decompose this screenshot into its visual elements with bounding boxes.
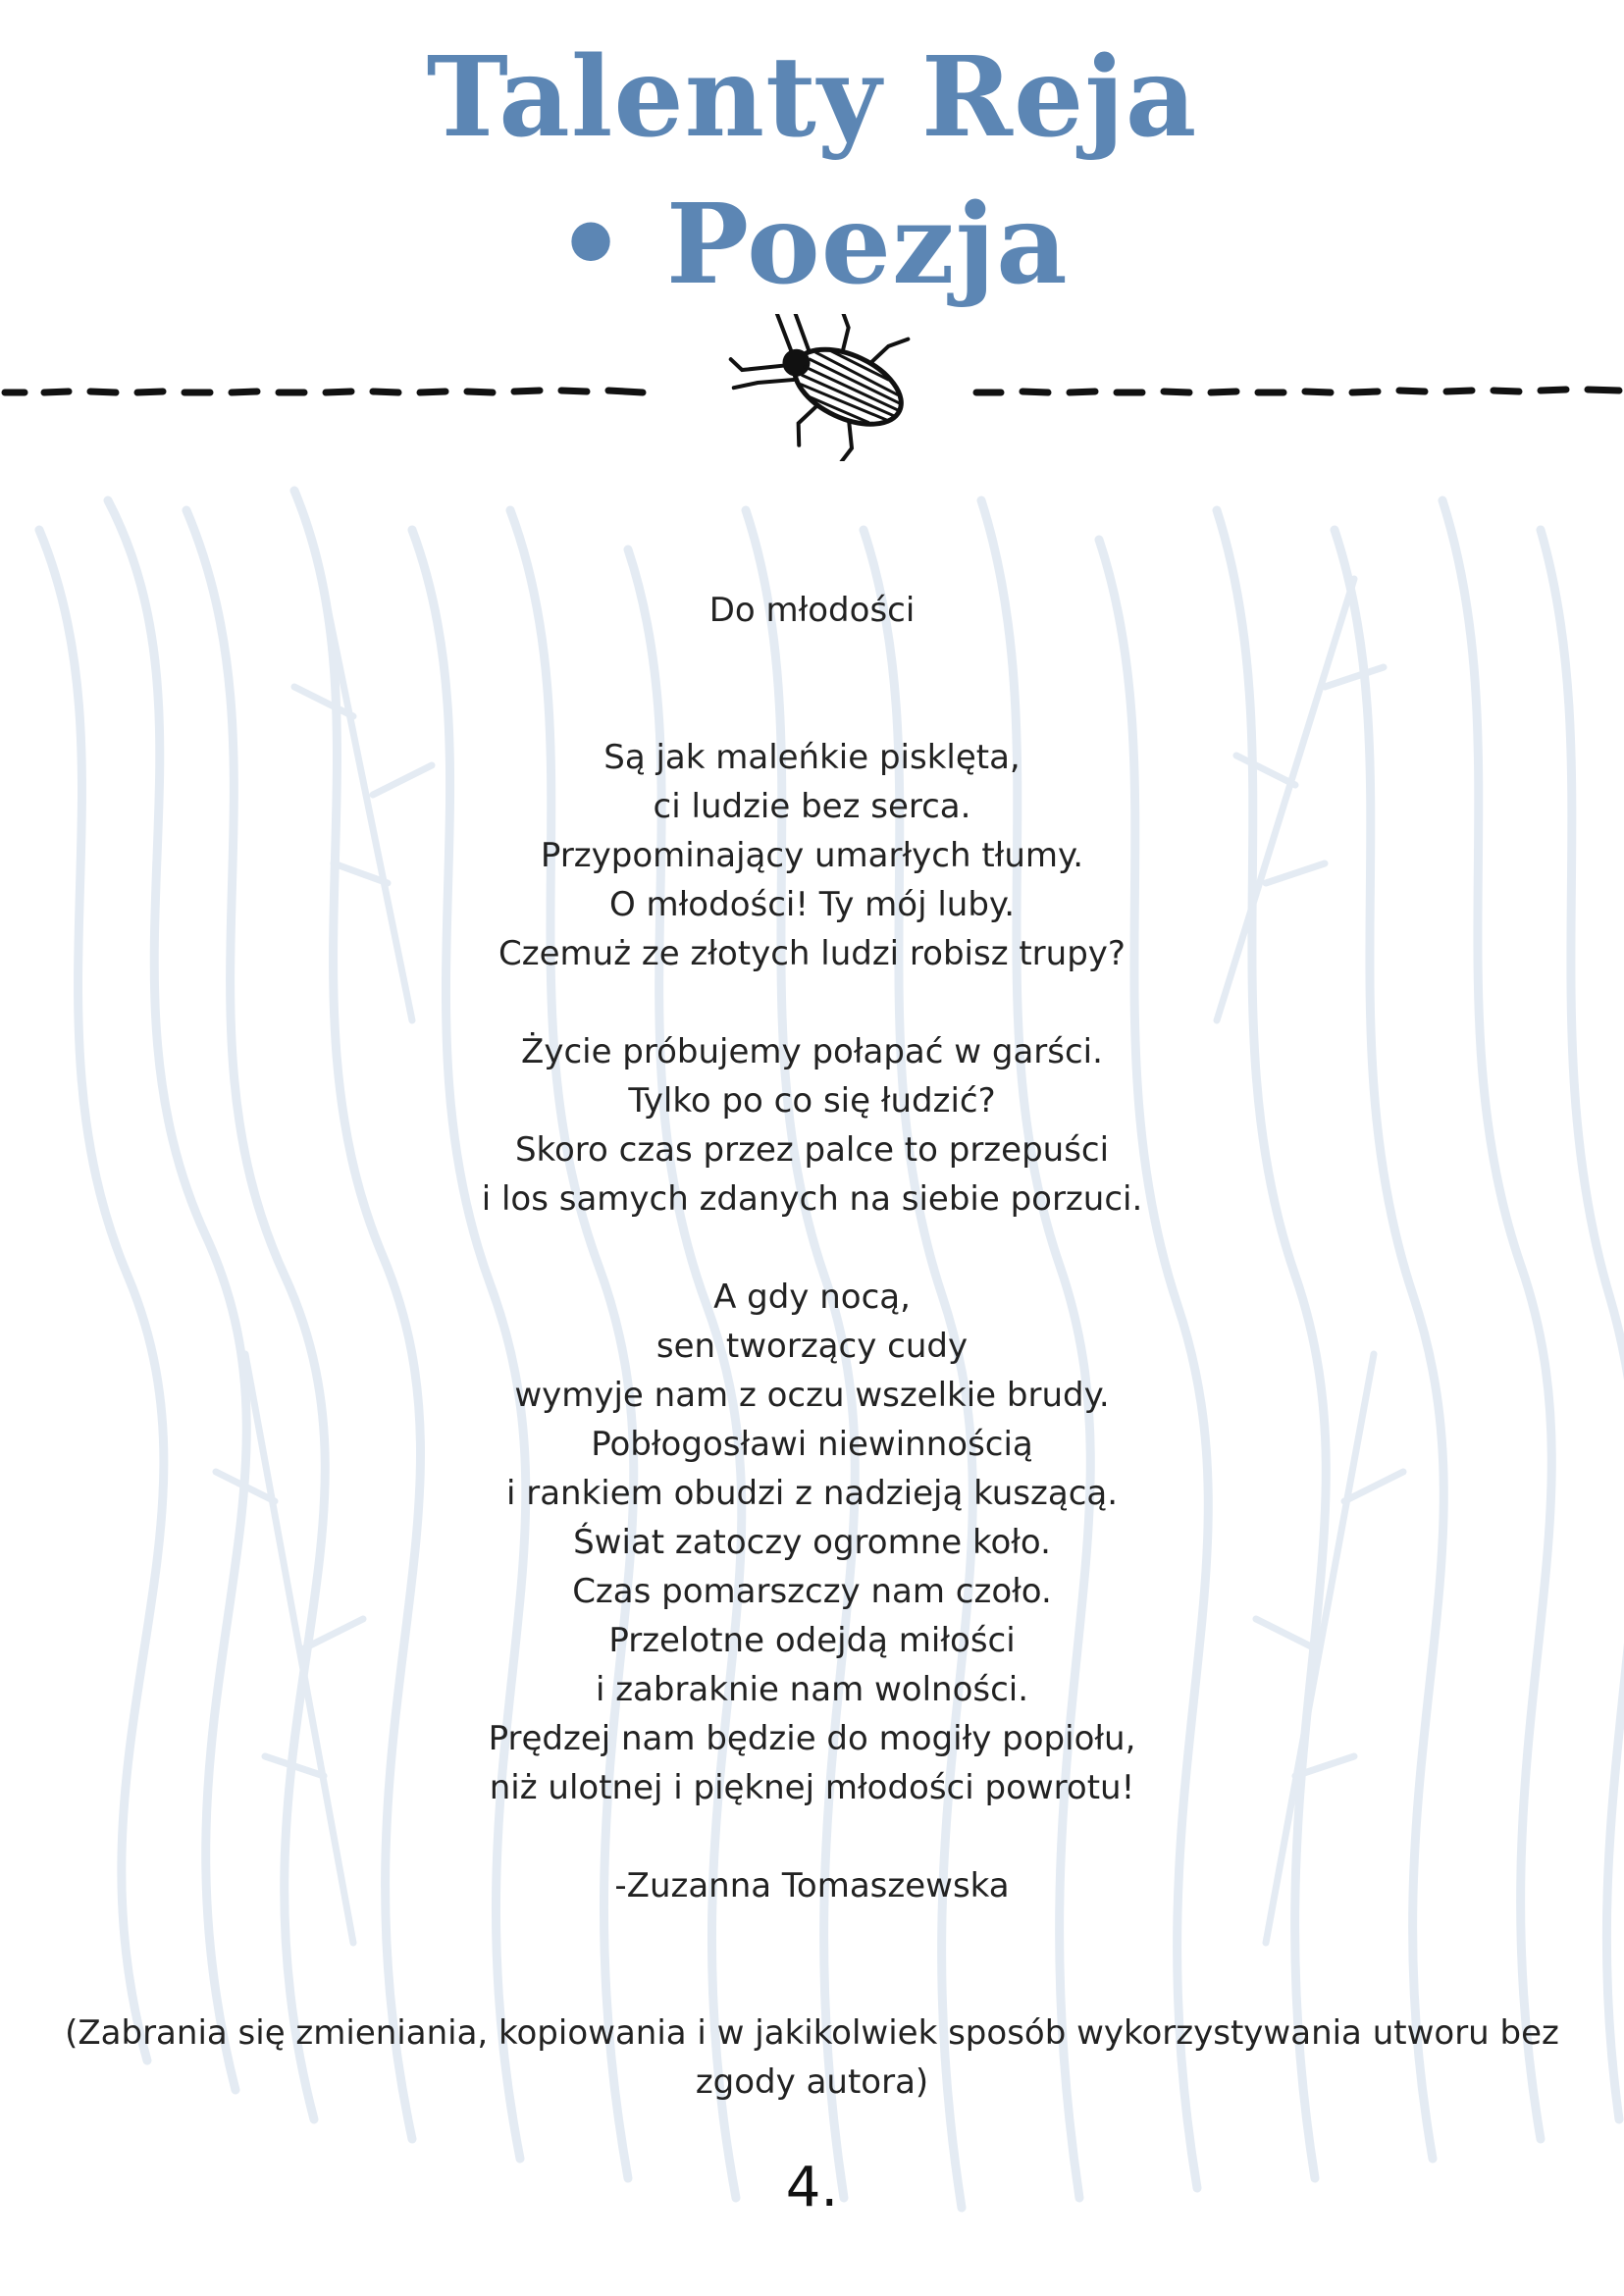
poem-line: A gdy nocą, <box>713 1278 911 1317</box>
poem-title: Do młodości <box>708 591 916 630</box>
poem-line: i los samych zdanych na siebie porzuci. <box>481 1179 1143 1219</box>
poem-line: Skoro czas przez palce to przepuści <box>514 1130 1110 1170</box>
stanza-2 <box>0 1027 1624 1224</box>
page-number: 4. <box>785 2156 839 2219</box>
poem-line: Prędzej nam będzie do mogiły popiołu, <box>488 1719 1136 1758</box>
poem-line: Przypominający umarłych tłumy. <box>540 836 1084 875</box>
poem-author: -Zuzanna Tomaszewska <box>614 1866 1010 1905</box>
stanza-1 <box>0 733 1624 978</box>
section-divider <box>0 314 1624 461</box>
poem-line: O młodości! Ty mój luby. <box>608 885 1016 924</box>
poem-line: Świat zatoczy ogromne koło. <box>573 1523 1051 1562</box>
poem-line: sen tworzący cudy <box>655 1327 969 1366</box>
poem-line: niż ulotnej i pięknej młodości powrotu! <box>489 1768 1135 1807</box>
copyright-note: (Zabrania się zmieniania, kopiowania i w jakikolwiek sposób wykorzystywania utworu bez zgody autora) <box>65 2013 1559 2102</box>
poem-line: Są jak maleńkie pisklęta, <box>603 738 1021 777</box>
page-title: Talenty Reja <box>426 33 1198 162</box>
stanza-3 <box>0 1273 1624 1812</box>
poem-line: i rankiem obudzi z nadzieją kuszącą. <box>505 1474 1119 1513</box>
poem-line: Czas pomarszczy nam czoło. <box>572 1572 1052 1611</box>
poem-line: Przelotne odejdą miłości <box>608 1621 1016 1660</box>
poem-line: Życie próbujemy połapać w garści. <box>521 1032 1103 1071</box>
poem-body <box>0 733 1624 1861</box>
page-subtitle: • Poezja <box>555 181 1069 309</box>
poem-line: Czemuż ze złotych ludzi robisz trupy? <box>498 934 1126 973</box>
beetle-icon <box>708 314 928 461</box>
poem-line: ci ludzie bez serca. <box>653 787 971 826</box>
poem-line: i zabraknie nam wolności. <box>595 1670 1029 1709</box>
poem-line: Pobłogosławi niewinnością <box>591 1425 1033 1464</box>
poem-line: wymyje nam z oczu wszelkie brudy. <box>514 1376 1110 1415</box>
poem-line: Tylko po co się łudzić? <box>628 1081 996 1121</box>
